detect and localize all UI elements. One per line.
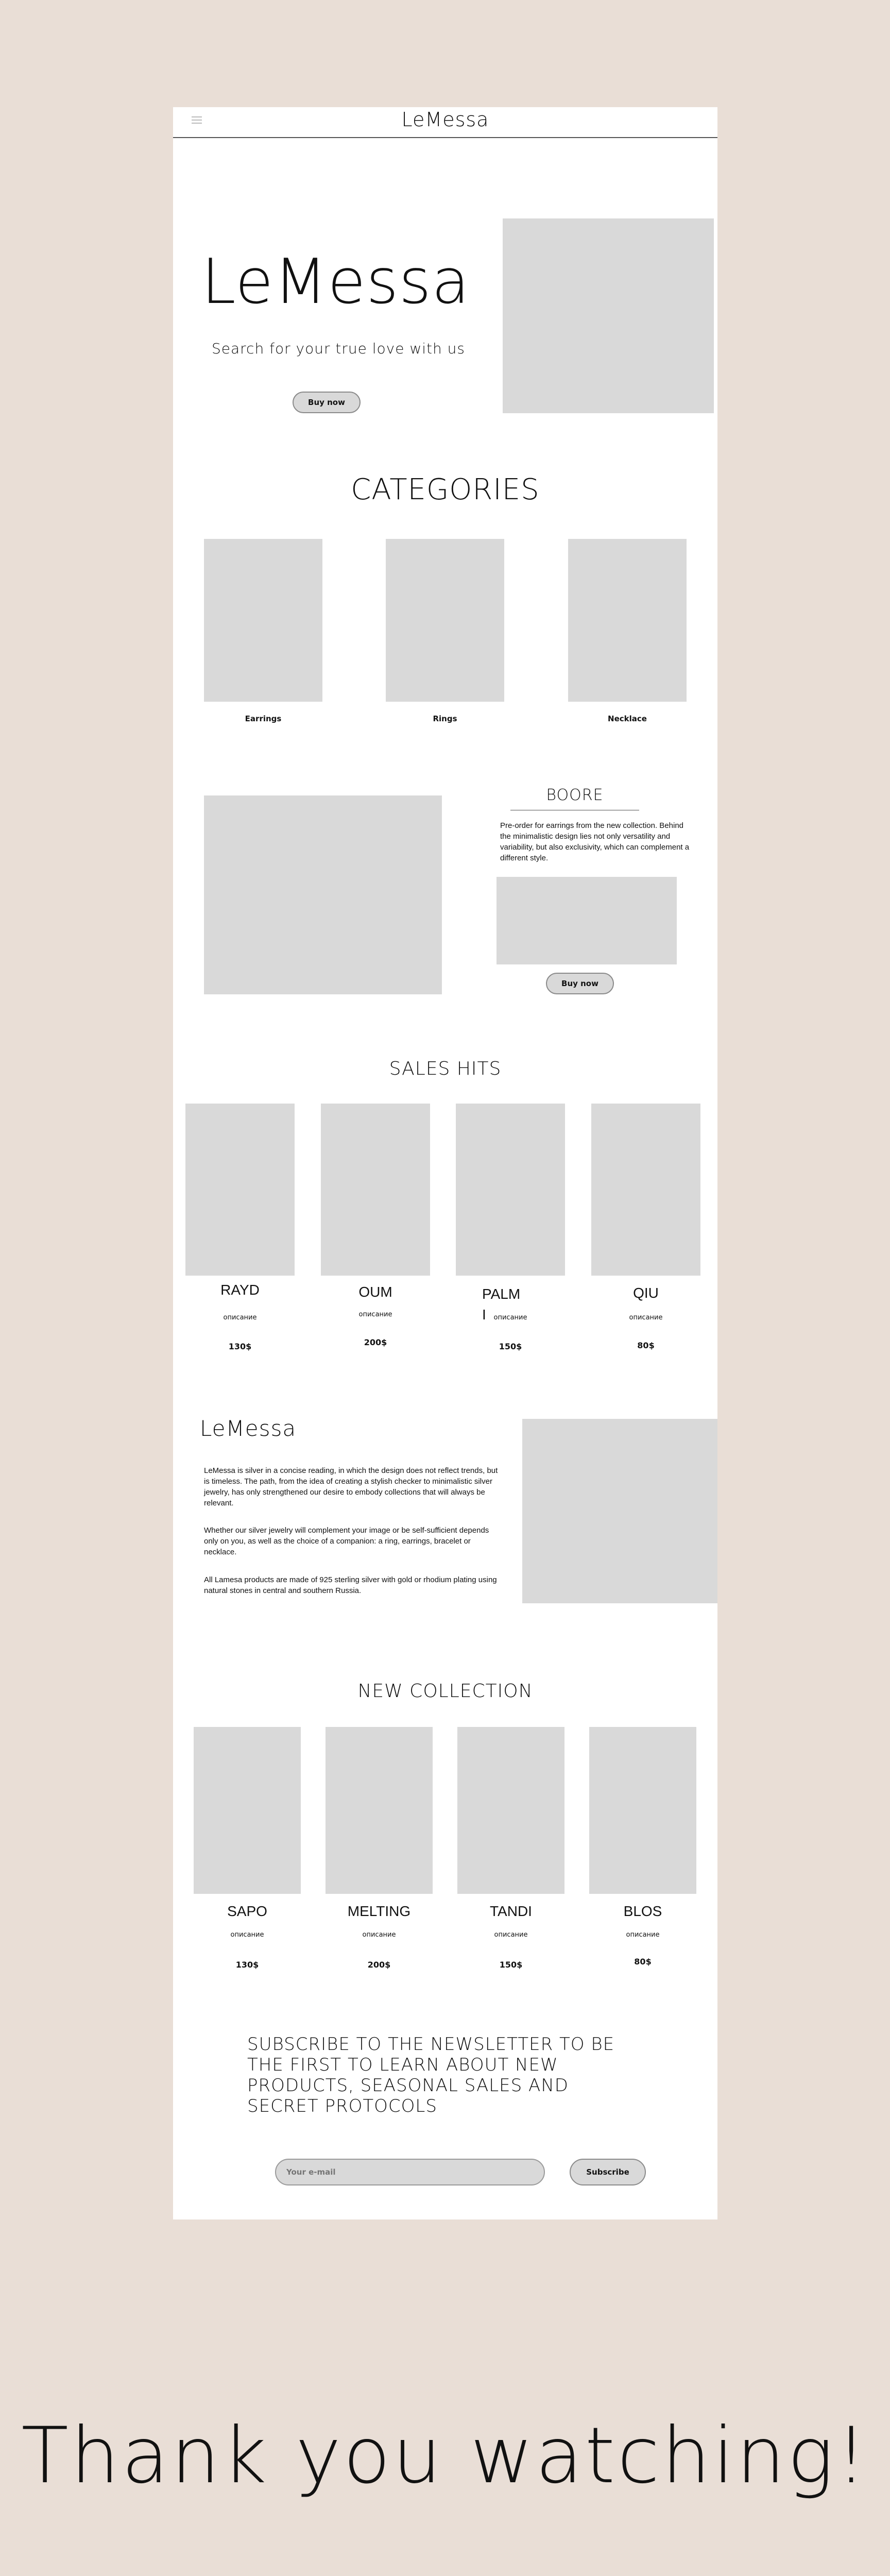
category-image-rings[interactable]	[386, 539, 504, 702]
product-price: 150$	[499, 1342, 522, 1351]
hero-title: LeMessa	[201, 246, 470, 318]
about-image	[522, 1419, 717, 1603]
product-price: 80$	[637, 1341, 655, 1350]
collection-name[interactable]: BLOS	[623, 1903, 662, 1919]
new-collection-heading: NEW COLLECTION	[357, 1681, 533, 1702]
thanks-text: Thank you watching!	[21, 2411, 869, 2501]
product-name[interactable]: RAYD	[220, 1282, 260, 1298]
header-divider	[173, 137, 717, 138]
collection-name[interactable]: TANDI	[490, 1903, 532, 1919]
promo-text: Pre-order for earrings from the new collection. Behind the minimalistic design lies not only versatility and variability, but also exclusivity, which can complement a different style.	[500, 821, 690, 862]
product-image[interactable]	[185, 1104, 295, 1276]
promo-image-large	[204, 795, 442, 994]
product-name[interactable]: PALM I	[482, 1286, 521, 1323]
collection-image[interactable]	[326, 1727, 433, 1894]
collection-image[interactable]	[194, 1727, 301, 1894]
collection-image[interactable]	[589, 1727, 696, 1894]
collection-name[interactable]: MELTING	[347, 1903, 411, 1919]
about-paragraph-2: Whether our silver jewelry will complement your image or be self-sufficient depends only on you, as well as the choice of a companion: a ring, earrings, bracelet or necklace.	[204, 1526, 489, 1556]
category-label-earrings[interactable]: Earrings	[245, 714, 282, 723]
collection-price: 130$	[235, 1960, 259, 1970]
about-title: LeMessa	[200, 1416, 297, 1441]
category-image-necklace[interactable]	[568, 539, 687, 702]
email-input[interactable]	[275, 2159, 545, 2185]
category-image-earrings[interactable]	[204, 539, 322, 702]
about-paragraph-1: LeMessa is silver in a concise reading, in which the design does not reflect trends, but is timeless. The path, from the idea of creating a stylish checker to minimalistic silver jewelry, has only strengthened our desire to embody collections that will always be relevant.	[204, 1466, 498, 1507]
collection-price: 200$	[367, 1960, 391, 1970]
product-image[interactable]	[321, 1104, 430, 1276]
collection-description: описание	[494, 1931, 528, 1939]
about-paragraph-3: All Lamesa products are made of 925 sterling silver with gold or rhodium plating using natural stones in central and southern Russia.	[204, 1575, 497, 1595]
collection-description: описание	[626, 1931, 660, 1939]
collection-price: 80$	[634, 1957, 652, 1967]
hero-tagline: Search for your true love with us	[212, 340, 465, 357]
category-label-rings[interactable]: Rings	[433, 714, 457, 723]
collection-description: описание	[362, 1931, 396, 1939]
category-label-necklace[interactable]: Necklace	[608, 714, 647, 723]
product-image[interactable]	[591, 1104, 700, 1276]
product-name[interactable]: OUM	[358, 1284, 392, 1300]
product-price: 200$	[364, 1337, 387, 1347]
collection-price: 150$	[499, 1960, 523, 1970]
hero-image	[503, 218, 714, 413]
promo-image-small	[497, 877, 677, 964]
collection-name[interactable]: SAPO	[227, 1903, 267, 1919]
product-description: описание	[223, 1314, 257, 1321]
header-logo[interactable]: LeMessa	[401, 108, 489, 131]
product-image[interactable]	[456, 1104, 565, 1276]
collection-description: описание	[230, 1931, 264, 1939]
product-description: описание	[629, 1314, 663, 1321]
hero-buy-button[interactable]: Buy now	[293, 392, 361, 413]
sales-hits-heading: SALES HITS	[389, 1058, 502, 1079]
categories-heading: CATEGORIES	[351, 473, 540, 506]
collection-image[interactable]	[457, 1727, 564, 1894]
product-description: описание	[358, 1311, 392, 1318]
promo-title: BOORE	[546, 786, 604, 804]
newsletter-heading: SUBSCRIBE TO THE NEWSLETTER TO BE THE FIRST TO LEARN ABOUT NEW PRODUCTS, SEASONAL SALES AND SECRET PROTOCOLS	[247, 2034, 615, 2116]
product-description: описание	[493, 1314, 527, 1321]
landing-page	[173, 107, 717, 2219]
product-name[interactable]: QIU	[633, 1285, 659, 1301]
promo-buy-button[interactable]: Buy now	[546, 973, 614, 994]
subscribe-button[interactable]: Subscribe	[570, 2159, 646, 2185]
product-price: 130$	[228, 1342, 252, 1351]
